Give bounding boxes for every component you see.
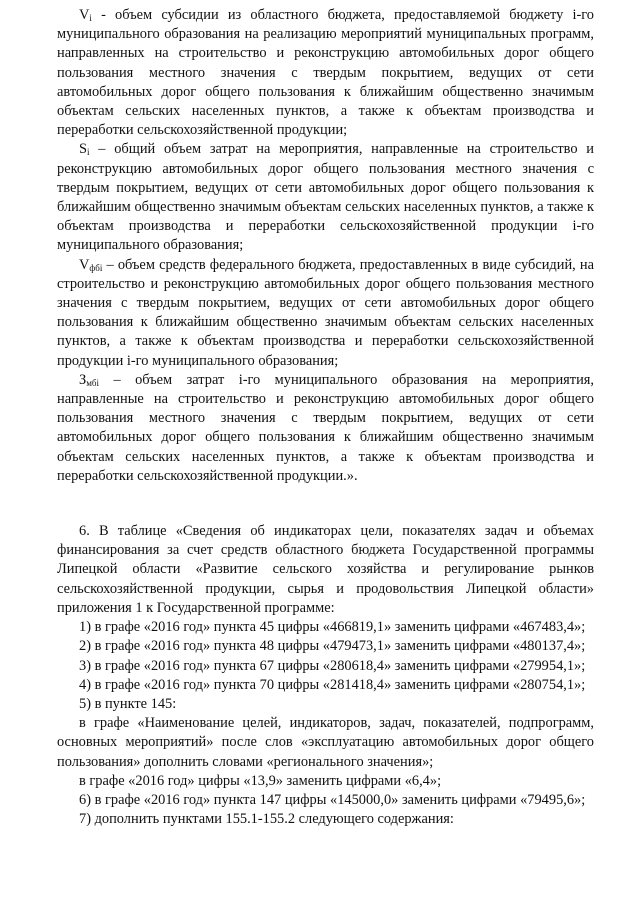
- amendment-item: 5) в пункте 145:: [79, 695, 177, 712]
- section-6-intro: 6. В таблице «Сведения об индикаторах цели, показателях задач и объемах финансирования за счет средств областного бюджета Государственной программы Липецкой области «Развитие сельского хозяйства и регулирование рынков сельскохозяйственной продукции, сырья и продовольствия Липецкой области» приложения 1 к Государственной программе:: [57, 523, 594, 616]
- definition-symbol: З: [79, 371, 87, 388]
- definition-v: [57, 6, 594, 140]
- definition-text: – объем средств федерального бюджета, предоставленных в виде субсидий, на строительство и реконструкцию автомобильных дорог общего пользования местного значения с твердым покрытием, ведущих от сети автомобильных дорог общего пользования к ближайшим общественно значимым объектам сельских населенных пунктов, а также к объектам производства и переработки сельскохозяйственной продукции i-го муниципального образования;: [57, 256, 594, 369]
- definition-zmb: [57, 371, 594, 486]
- definition-symbol: S: [79, 141, 88, 158]
- amendment-item: 4) в графе «2016 год» пункта 70 цифры «281418,4» заменить цифрами «280754,1»;: [79, 676, 586, 693]
- definition-symbol: V: [79, 7, 90, 23]
- definition-s: [57, 140, 594, 255]
- definition-subscript: мбi: [86, 377, 99, 388]
- amendment-item: 6) в графе «2016 год» пункта 147 цифры «145000,0» заменить цифрами «79495,6»;: [79, 791, 586, 808]
- amendment-item: 3) в графе «2016 год» пункта 67 цифры «280618,4» заменить цифрами «279954,1»;: [79, 657, 586, 674]
- definition-text: – объем затрат i-го муниципального образования на мероприятия, направленные на строительство и реконструкцию автомобильных дорог общего пользования местного значения с твердым покрытием, ведущих от сети автомобильных дорог общего пользования к ближайшим общественно значимым объектам сельских населенных пунктов, а также к объектам производства и переработки сельскохозяйственной продукции.».: [57, 371, 594, 484]
- definition-vfb: [57, 256, 594, 371]
- amendment-item: в графе «Наименование целей, индикаторов, задач, показателей, подпрограмм, основных мероприятий» после слов «эксплуатацию автомобильных дорог общего пользования» дополнить словами «регионального значения»;: [57, 715, 594, 770]
- definition-symbol: V: [79, 256, 90, 273]
- amendment-item: 1) в графе «2016 год» пункта 45 цифры «466819,1» заменить цифрами «467483,4»;: [79, 619, 586, 636]
- definition-subscript: фбi: [89, 262, 103, 273]
- amendment-item: в графе «2016 год» цифры «13,9» заменить цифрами «6,4»;: [79, 772, 442, 789]
- amendment-item: 2) в графе «2016 год» пункта 48 цифры «479473,1» заменить цифрами «480137,4»;: [79, 638, 586, 655]
- definition-subscript: i: [89, 13, 92, 23]
- definition-subscript: i: [87, 147, 90, 158]
- definition-text: - объем субсидии из областного бюджета, предоставляемой бюджету i-го муниципального образования на реализацию мероприятий муниципальных программ, направленных на строительство и реконструкцию автомобильных дорог общего пользования местного значения с твердым покрытием, ведущих от сети автомобильных дорог общего пользования к ближайшим общественно значимым объектам сельских населенных пунктов, а также к объектам производства и переработки сельскохозяйственной продукции;: [57, 7, 594, 139]
- document-page: [57, 6, 594, 829]
- amendment-item: 7) дополнить пунктами 155.1-155.2 следующего содержания:: [79, 811, 454, 828]
- paragraph-gap: [57, 486, 594, 522]
- definition-text: – общий объем затрат на мероприятия, направленные на строительство и реконструкцию автомобильных дорог общего пользования местного значения с твердым покрытием, ведущих от сети автомобильных дорог общего пользования к ближайшим общественно значимым объектам сельских населенных пунктов, а также к объектам производства и переработки сельскохозяйственной продукции i-го муниципального образования;: [57, 141, 594, 254]
